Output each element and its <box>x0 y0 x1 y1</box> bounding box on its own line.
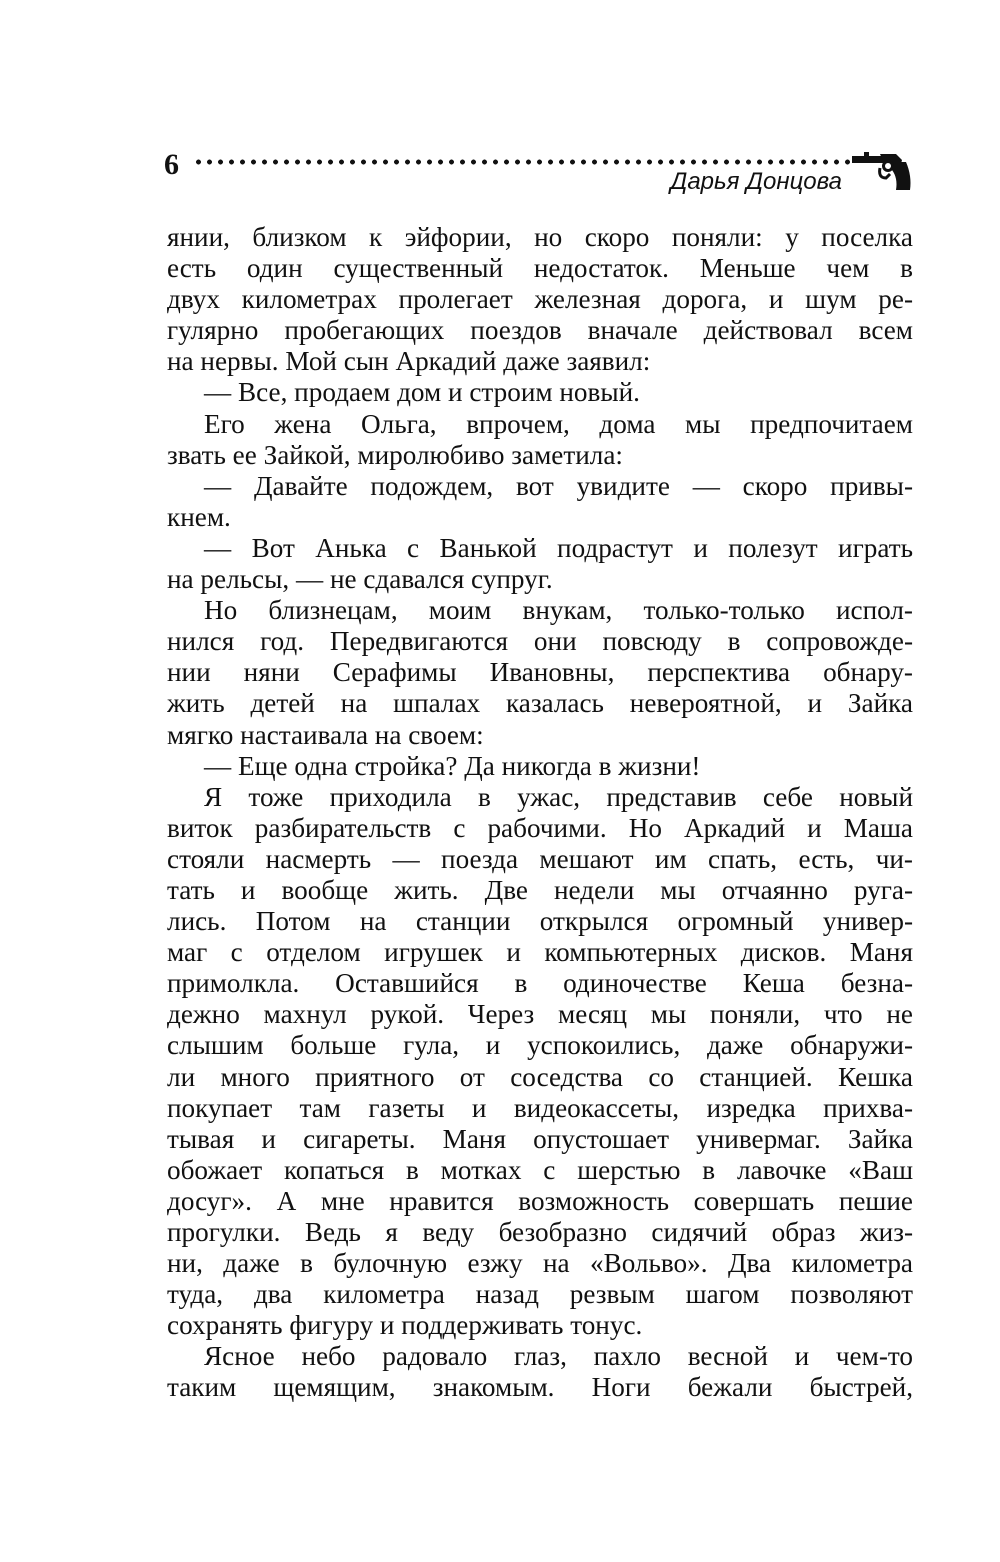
text-line: сохранять фигуру и поддерживать тонус. <box>167 1310 643 1341</box>
text-line: двух километрах пролегает железная дорога, и шум ре- <box>167 284 913 315</box>
text-line: тывая и сигареты. Маня опустошает универмаг. Зайка <box>167 1123 913 1154</box>
text-line: лись. Потом на станции открылся огромный универ- <box>167 906 913 937</box>
text-line: Ясное небо радовало глаз, пахло весной и чем-то <box>204 1341 913 1372</box>
text-line: мягко настаивала на своем: <box>167 719 484 750</box>
text-line: на рельсы, — не сдавался супруг. <box>167 564 553 595</box>
text-line: примолкла. Оставшийся в одиночестве Кеша безна- <box>167 968 913 999</box>
page-number: 6 <box>164 148 179 181</box>
text-line: тать и вообще жить. Две недели мы отчаянно руга- <box>167 874 913 905</box>
text-line: звать ее Зайкой, миролюбиво заметила: <box>167 439 623 470</box>
text-line: Но близнецам, моим внукам, только-только испол- <box>204 595 913 626</box>
text-line: Его жена Ольга, впрочем, дома мы предпочитаем <box>204 408 913 439</box>
text-line: прогулки. Ведь я веду безобразно сидячий образ жиз- <box>167 1217 913 1247</box>
text-line: — Давайте подождем, вот увидите — скоро привы- <box>204 470 913 501</box>
running-head-author: Дарья Донцова <box>670 168 842 195</box>
text-line: ни, даже в булочную езжу на «Вольво». Два километра <box>167 1248 913 1279</box>
text-line: ли много приятного от соседства со станцией. Кешка <box>167 1061 913 1092</box>
text-line: маг с отделом игрушек и компьютерных дисков. Маня <box>167 937 913 968</box>
text-line: обожает копаться в мотках с шерстью в лавочке «Ваш <box>167 1154 913 1185</box>
text-line: дежно махнул рукой. Через месяц мы поняли, что не <box>167 999 913 1030</box>
text-line: на нервы. Мой сын Аркадий даже заявил: <box>167 346 651 377</box>
text-line: туда, два километра назад резвым шагом позволяют <box>167 1279 913 1310</box>
text-line: кнем. <box>167 501 231 532</box>
text-line: виток разбирательств с рабочими. Но Аркадий и Маша <box>167 812 913 843</box>
text-line: таким щемящим, знакомым. Ноги бежали быстрей, <box>167 1372 913 1403</box>
text-line: стояли насмерть — поезда мешают им спать, есть, чи- <box>167 843 913 874</box>
dotted-rule <box>193 158 853 166</box>
text-line: Я тоже приходила в ужас, представив себе новый <box>204 781 913 812</box>
text-line: нии няни Серафимы Ивановны, перспектива обнару- <box>167 657 913 688</box>
text-line: жить детей на шпалах казалась невероятной, и Зайка <box>167 688 913 719</box>
text-line: слышим больше гула, и успокоились, даже обнаружи- <box>167 1030 913 1061</box>
text-line: — Еще одна стройка? Да никогда в жизни! <box>204 750 701 781</box>
text-line: гулярно пробегающих поездов вначале действовал всем <box>167 315 913 346</box>
revolver-icon <box>850 150 912 194</box>
text-line: — Все, продаем дом и строим новый. <box>204 377 640 408</box>
body-text <box>167 222 913 1404</box>
text-line: досуг». А мне нравится возможность совершать пешие <box>167 1185 913 1216</box>
text-line: — Вот Анька с Ванькой подрастут и полезут играть <box>204 532 913 563</box>
text-line: янии, близком к эйфории, но скоро поняли: у поселка <box>167 222 913 252</box>
text-line: есть один существенный недостаток. Меньше чем в <box>167 253 913 284</box>
text-line: покупает там газеты и видеокассеты, изредка прихва- <box>167 1092 913 1123</box>
text-line: нился год. Передвигаются они повсюду в сопровожде- <box>167 626 913 657</box>
